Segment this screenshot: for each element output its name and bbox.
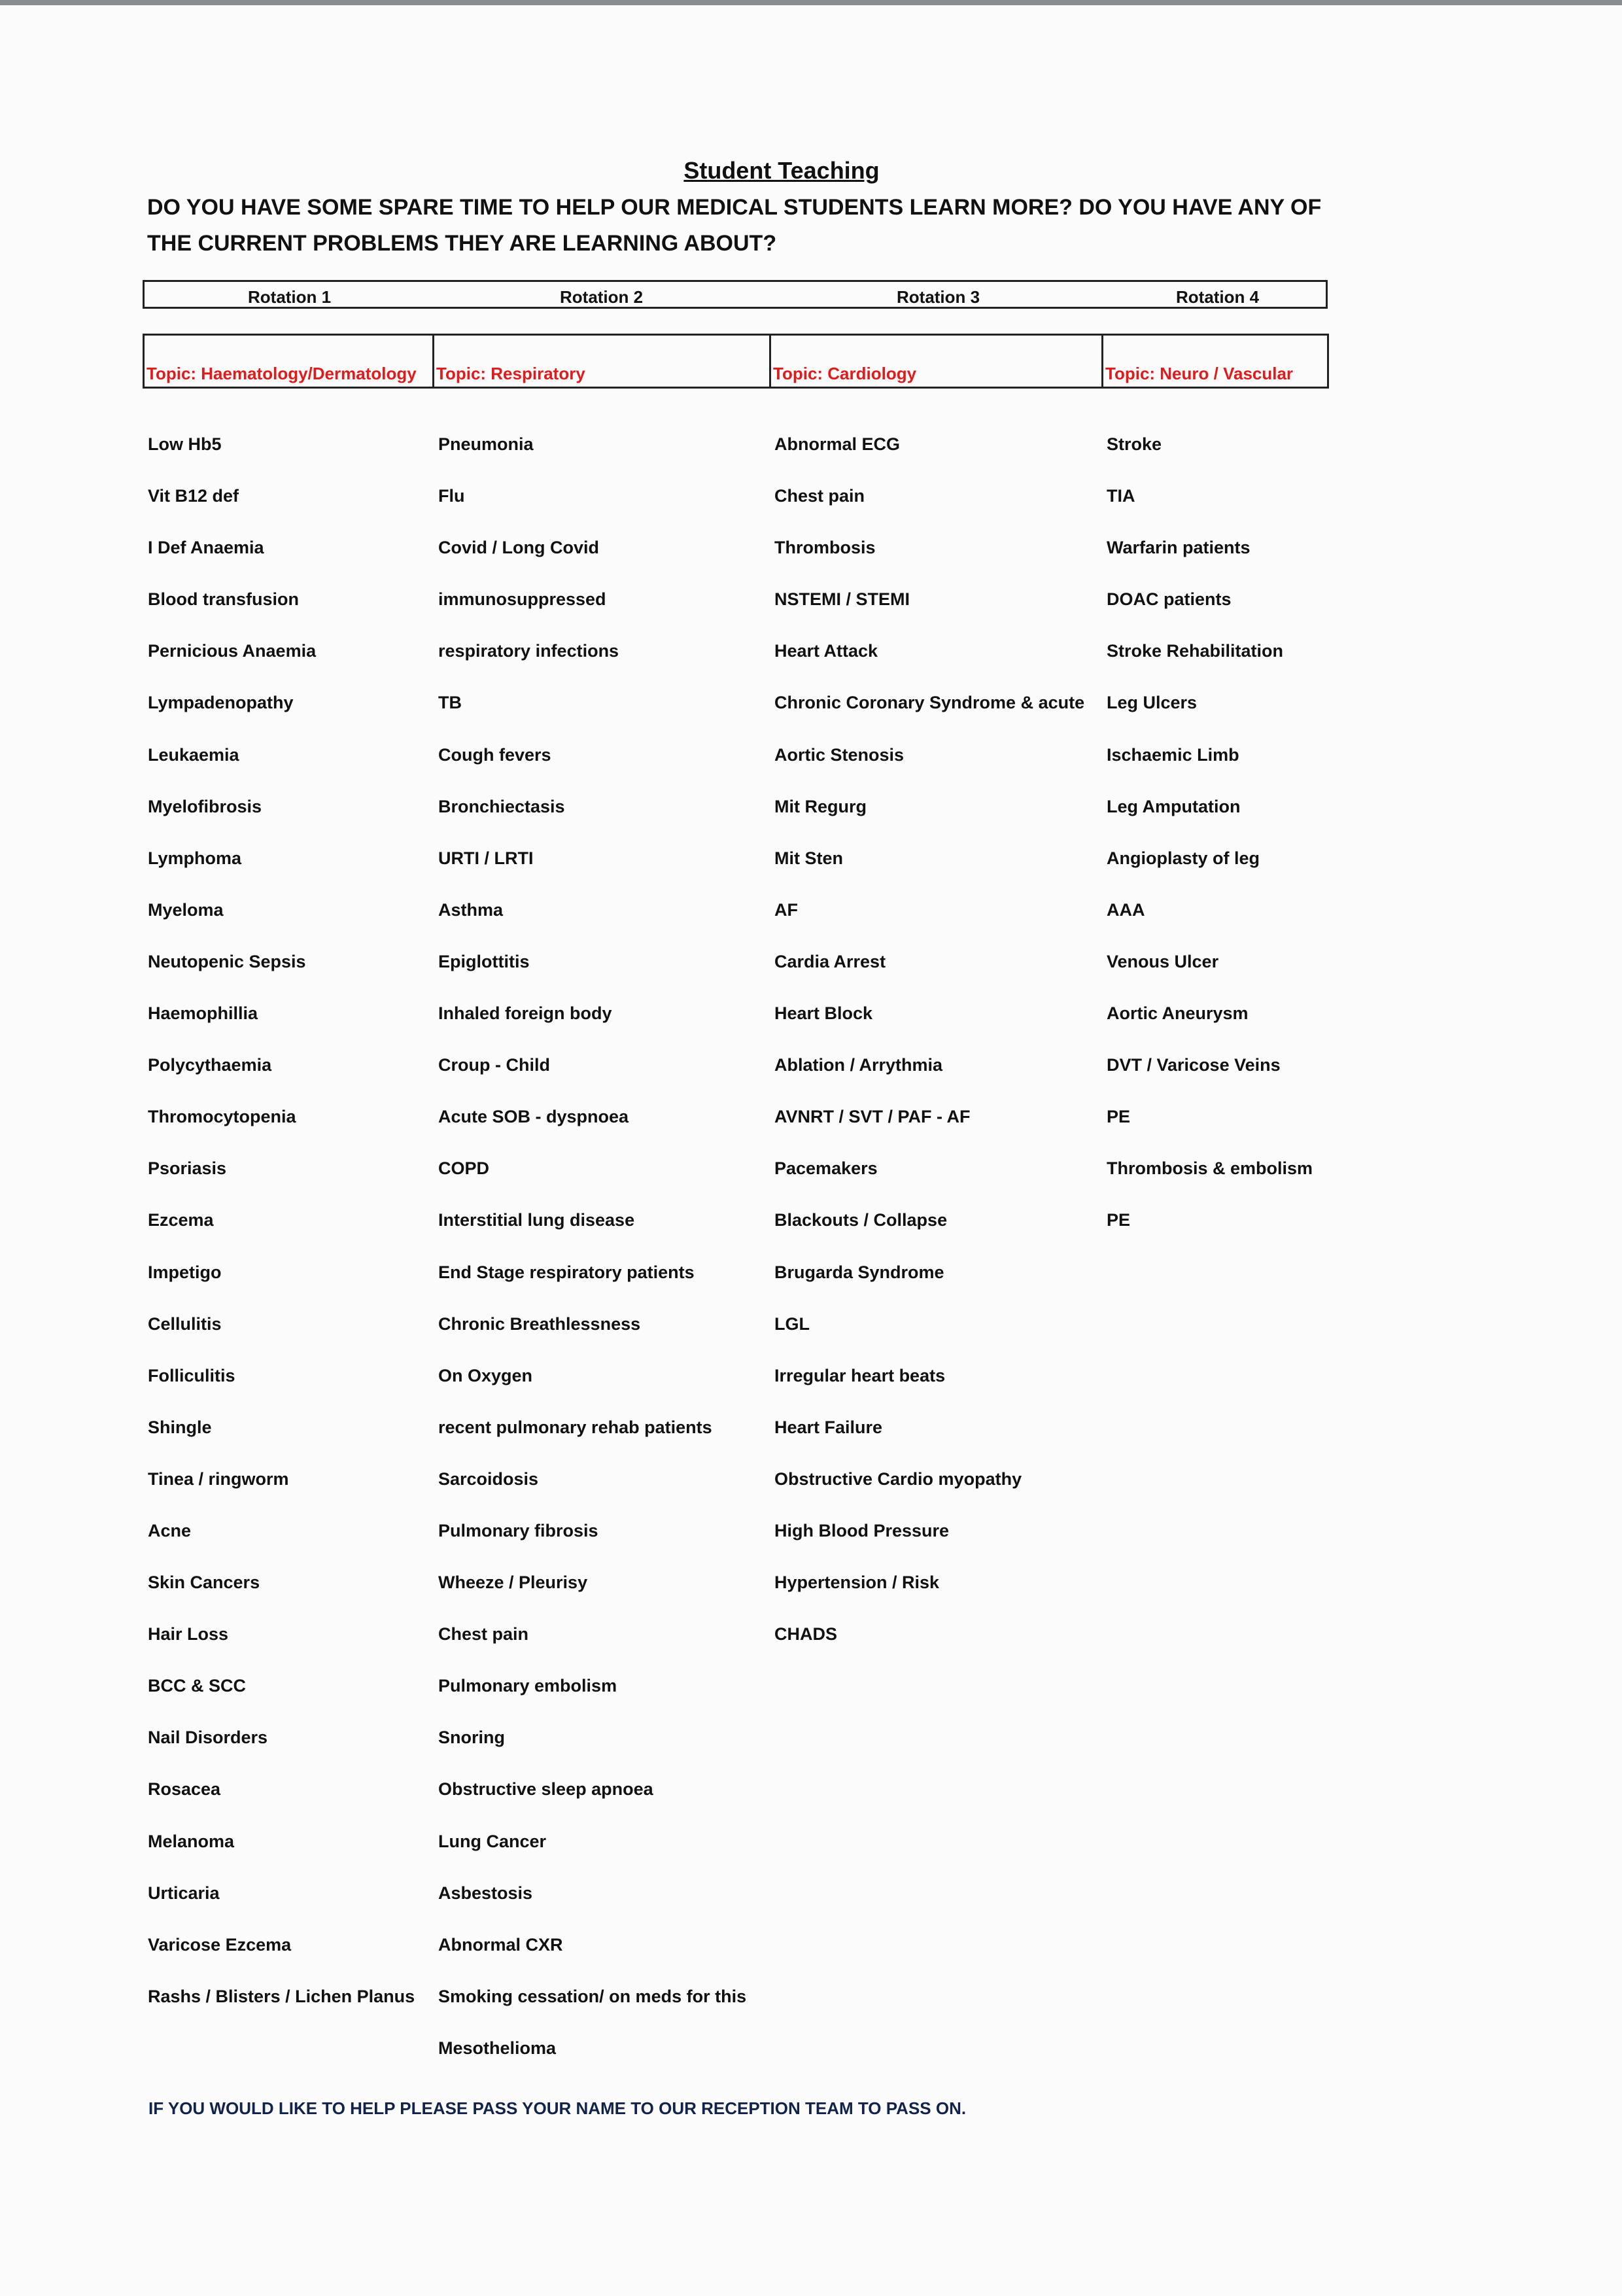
- rotation-header-box: [143, 280, 1328, 309]
- list-item: Cellulitis: [148, 1313, 222, 1334]
- list-item: TB: [438, 693, 462, 713]
- list-item: Irregular heart beats: [774, 1365, 946, 1385]
- list-item: Ezcema: [148, 1210, 214, 1230]
- list-item: Pneumonia: [438, 434, 534, 454]
- list-item: TIA: [1107, 486, 1135, 506]
- list-item: respiratory infections: [438, 641, 619, 661]
- list-item: Leukaemia: [148, 744, 239, 765]
- list-item: PE: [1107, 1210, 1131, 1230]
- list-item: Obstructive Cardio myopathy: [774, 1469, 1022, 1489]
- list-item: Heart Failure: [774, 1417, 883, 1437]
- rotation-4-label: Rotation 4: [1176, 287, 1260, 307]
- topic-box-cardiology: [769, 334, 1103, 389]
- list-item: Obstructive sleep apnoea: [438, 1779, 653, 1800]
- list-item: Thrombosis & embolism: [1107, 1158, 1313, 1179]
- list-item: Tinea / ringworm: [148, 1469, 289, 1489]
- list-item: Thromocytopenia: [148, 1107, 296, 1127]
- list-item: Melanoma: [148, 1831, 235, 1851]
- list-item: Pulmonary fibrosis: [438, 1520, 598, 1540]
- topic-label-neuro-vascular: Topic: Neuro / Vascular: [1105, 364, 1294, 383]
- list-item: DVT / Varicose Veins: [1107, 1055, 1281, 1075]
- column-rotation-1: [148, 434, 415, 2038]
- list-item: High Blood Pressure: [774, 1520, 950, 1540]
- list-item: CHADS: [774, 1624, 838, 1644]
- list-item: Blackouts / Collapse: [774, 1210, 948, 1230]
- list-item: Wheeze / Pleurisy: [438, 1573, 588, 1593]
- list-item: PE: [1107, 1107, 1131, 1127]
- list-item: Abnormal ECG: [774, 434, 901, 454]
- list-item: Impetigo: [148, 1262, 222, 1282]
- list-item: DOAC patients: [1107, 589, 1232, 610]
- list-item: Pernicious Anaemia: [148, 641, 317, 661]
- list-item: Urticaria: [148, 1883, 220, 1903]
- list-item: Inhaled foreign body: [438, 1003, 612, 1024]
- list-item: Shingle: [148, 1417, 212, 1437]
- list-item: Epiglottitis: [438, 951, 530, 971]
- list-item: Covid / Long Covid: [438, 538, 599, 558]
- list-item: Cardia Arrest: [774, 951, 886, 971]
- topic-box-respiratory: [432, 334, 771, 389]
- list-item: NSTEMI / STEMI: [774, 589, 910, 610]
- list-item: Acne: [148, 1520, 192, 1540]
- list-item: Snoring: [438, 1728, 505, 1748]
- list-item: Lymphoma: [148, 848, 242, 868]
- list-item: Bronchiectasis: [438, 796, 565, 816]
- list-item: AAA: [1107, 899, 1145, 920]
- list-item: Vit B12 def: [148, 486, 239, 506]
- list-item: Mit Regurg: [774, 796, 867, 816]
- list-item: immunosuppressed: [438, 589, 606, 610]
- list-item: recent pulmonary rehab patients: [438, 1417, 712, 1437]
- list-item: Chest pain: [774, 486, 865, 506]
- list-item: Blood transfusion: [148, 589, 299, 610]
- topic-label-haematology: Topic: Haematology/Dermatology: [147, 364, 417, 383]
- list-item: Interstitial lung disease: [438, 1210, 635, 1230]
- list-item: Aortic Stenosis: [774, 744, 905, 765]
- list-item: Smoking cessation/ on meds for this: [438, 1986, 747, 2006]
- list-item: Neutopenic Sepsis: [148, 951, 306, 971]
- list-item: Psoriasis: [148, 1158, 227, 1179]
- list-item: Stroke Rehabilitation: [1107, 641, 1284, 661]
- list-item: Myeloma: [148, 899, 224, 920]
- list-item: Rashs / Blisters / Lichen Planus: [148, 1986, 415, 2006]
- list-item: BCC & SCC: [148, 1676, 247, 1696]
- list-item: Mesothelioma: [438, 2038, 557, 2058]
- rotation-3-label: Rotation 3: [897, 287, 980, 307]
- list-item: AVNRT / SVT / PAF - AF: [774, 1107, 971, 1127]
- list-item: Brugarda Syndrome: [774, 1262, 944, 1282]
- list-item: Stroke: [1107, 434, 1162, 454]
- page-title: Student Teaching: [683, 157, 880, 184]
- list-item: Chest pain: [438, 1624, 529, 1644]
- column-rotation-2: [438, 434, 746, 2090]
- list-item: Skin Cancers: [148, 1573, 260, 1593]
- topic-box-neuro-vascular: [1101, 334, 1329, 389]
- list-item: Abnormal CXR: [438, 1934, 563, 1955]
- list-item: End Stage respiratory patients: [438, 1262, 695, 1282]
- list-item: Chronic Coronary Syndrome & acute: [774, 693, 1085, 713]
- question-text: DO YOU HAVE SOME SPARE TIME TO HELP OUR MEDICAL STUDENTS LEARN MORE? DO YOU HAVE ANY OF THE CURRENT PROBLEMS THEY ARE LEARNING ABOUT?: [147, 195, 1322, 256]
- list-item: Croup - Child: [438, 1055, 550, 1075]
- list-item: Asbestosis: [438, 1883, 533, 1903]
- list-item: Pacemakers: [774, 1158, 878, 1179]
- list-item: Folliculitis: [148, 1365, 235, 1385]
- footer-note: IF YOU WOULD LIKE TO HELP PLEASE PASS YOUR NAME TO OUR RECEPTION TEAM TO PASS ON.: [148, 2098, 967, 2118]
- column-rotation-4: [1107, 434, 1313, 1262]
- list-item: Aortic Aneurysm: [1107, 1003, 1249, 1024]
- list-item: URTI / LRTI: [438, 848, 534, 868]
- list-item: Varicose Ezcema: [148, 1934, 292, 1955]
- list-item: Warfarin patients: [1107, 538, 1251, 558]
- list-item: Asthma: [438, 899, 504, 920]
- list-item: Polycythaemia: [148, 1055, 272, 1075]
- list-item: Acute SOB - dyspnoea: [438, 1107, 629, 1127]
- list-item: Heart Block: [774, 1003, 873, 1024]
- list-item: Cough fevers: [438, 744, 551, 765]
- list-item: Low Hb5: [148, 434, 222, 454]
- list-item: Ablation / Arrythmia: [774, 1055, 943, 1075]
- list-item: Rosacea: [148, 1779, 221, 1800]
- list-item: Thrombosis: [774, 538, 876, 558]
- list-item: Myelofibrosis: [148, 796, 262, 816]
- topic-label-respiratory: Topic: Respiratory: [436, 364, 585, 383]
- list-item: COPD: [438, 1158, 490, 1179]
- list-item: Heart Attack: [774, 641, 878, 661]
- list-item: Chronic Breathlessness: [438, 1313, 641, 1334]
- list-item: Flu: [438, 486, 465, 506]
- list-item: Haemophillia: [148, 1003, 258, 1024]
- list-item: AF: [774, 899, 798, 920]
- topic-label-cardiology: Topic: Cardiology: [773, 364, 917, 383]
- list-item: Sarcoidosis: [438, 1469, 539, 1489]
- list-item: Pulmonary embolism: [438, 1676, 617, 1696]
- list-item: Hypertension / Risk: [774, 1573, 940, 1593]
- list-item: Lympadenopathy: [148, 693, 294, 713]
- list-item: Angioplasty of leg: [1107, 848, 1260, 868]
- list-item: Leg Ulcers: [1107, 693, 1198, 713]
- list-item: I Def Anaemia: [148, 538, 264, 558]
- topic-box-haematology: [143, 334, 434, 389]
- list-item: Mit Sten: [774, 848, 843, 868]
- list-item: Venous Ulcer: [1107, 951, 1219, 971]
- list-item: Leg Amputation: [1107, 796, 1241, 816]
- list-item: Ischaemic Limb: [1107, 744, 1239, 765]
- rotation-1-label: Rotation 1: [248, 287, 332, 307]
- list-item: Hair Loss: [148, 1624, 229, 1644]
- column-rotation-3: [774, 434, 1084, 1676]
- list-item: On Oxygen: [438, 1365, 533, 1385]
- list-item: LGL: [774, 1313, 810, 1334]
- rotation-2-label: Rotation 2: [560, 287, 644, 307]
- list-item: Nail Disorders: [148, 1728, 268, 1748]
- list-item: Lung Cancer: [438, 1831, 547, 1851]
